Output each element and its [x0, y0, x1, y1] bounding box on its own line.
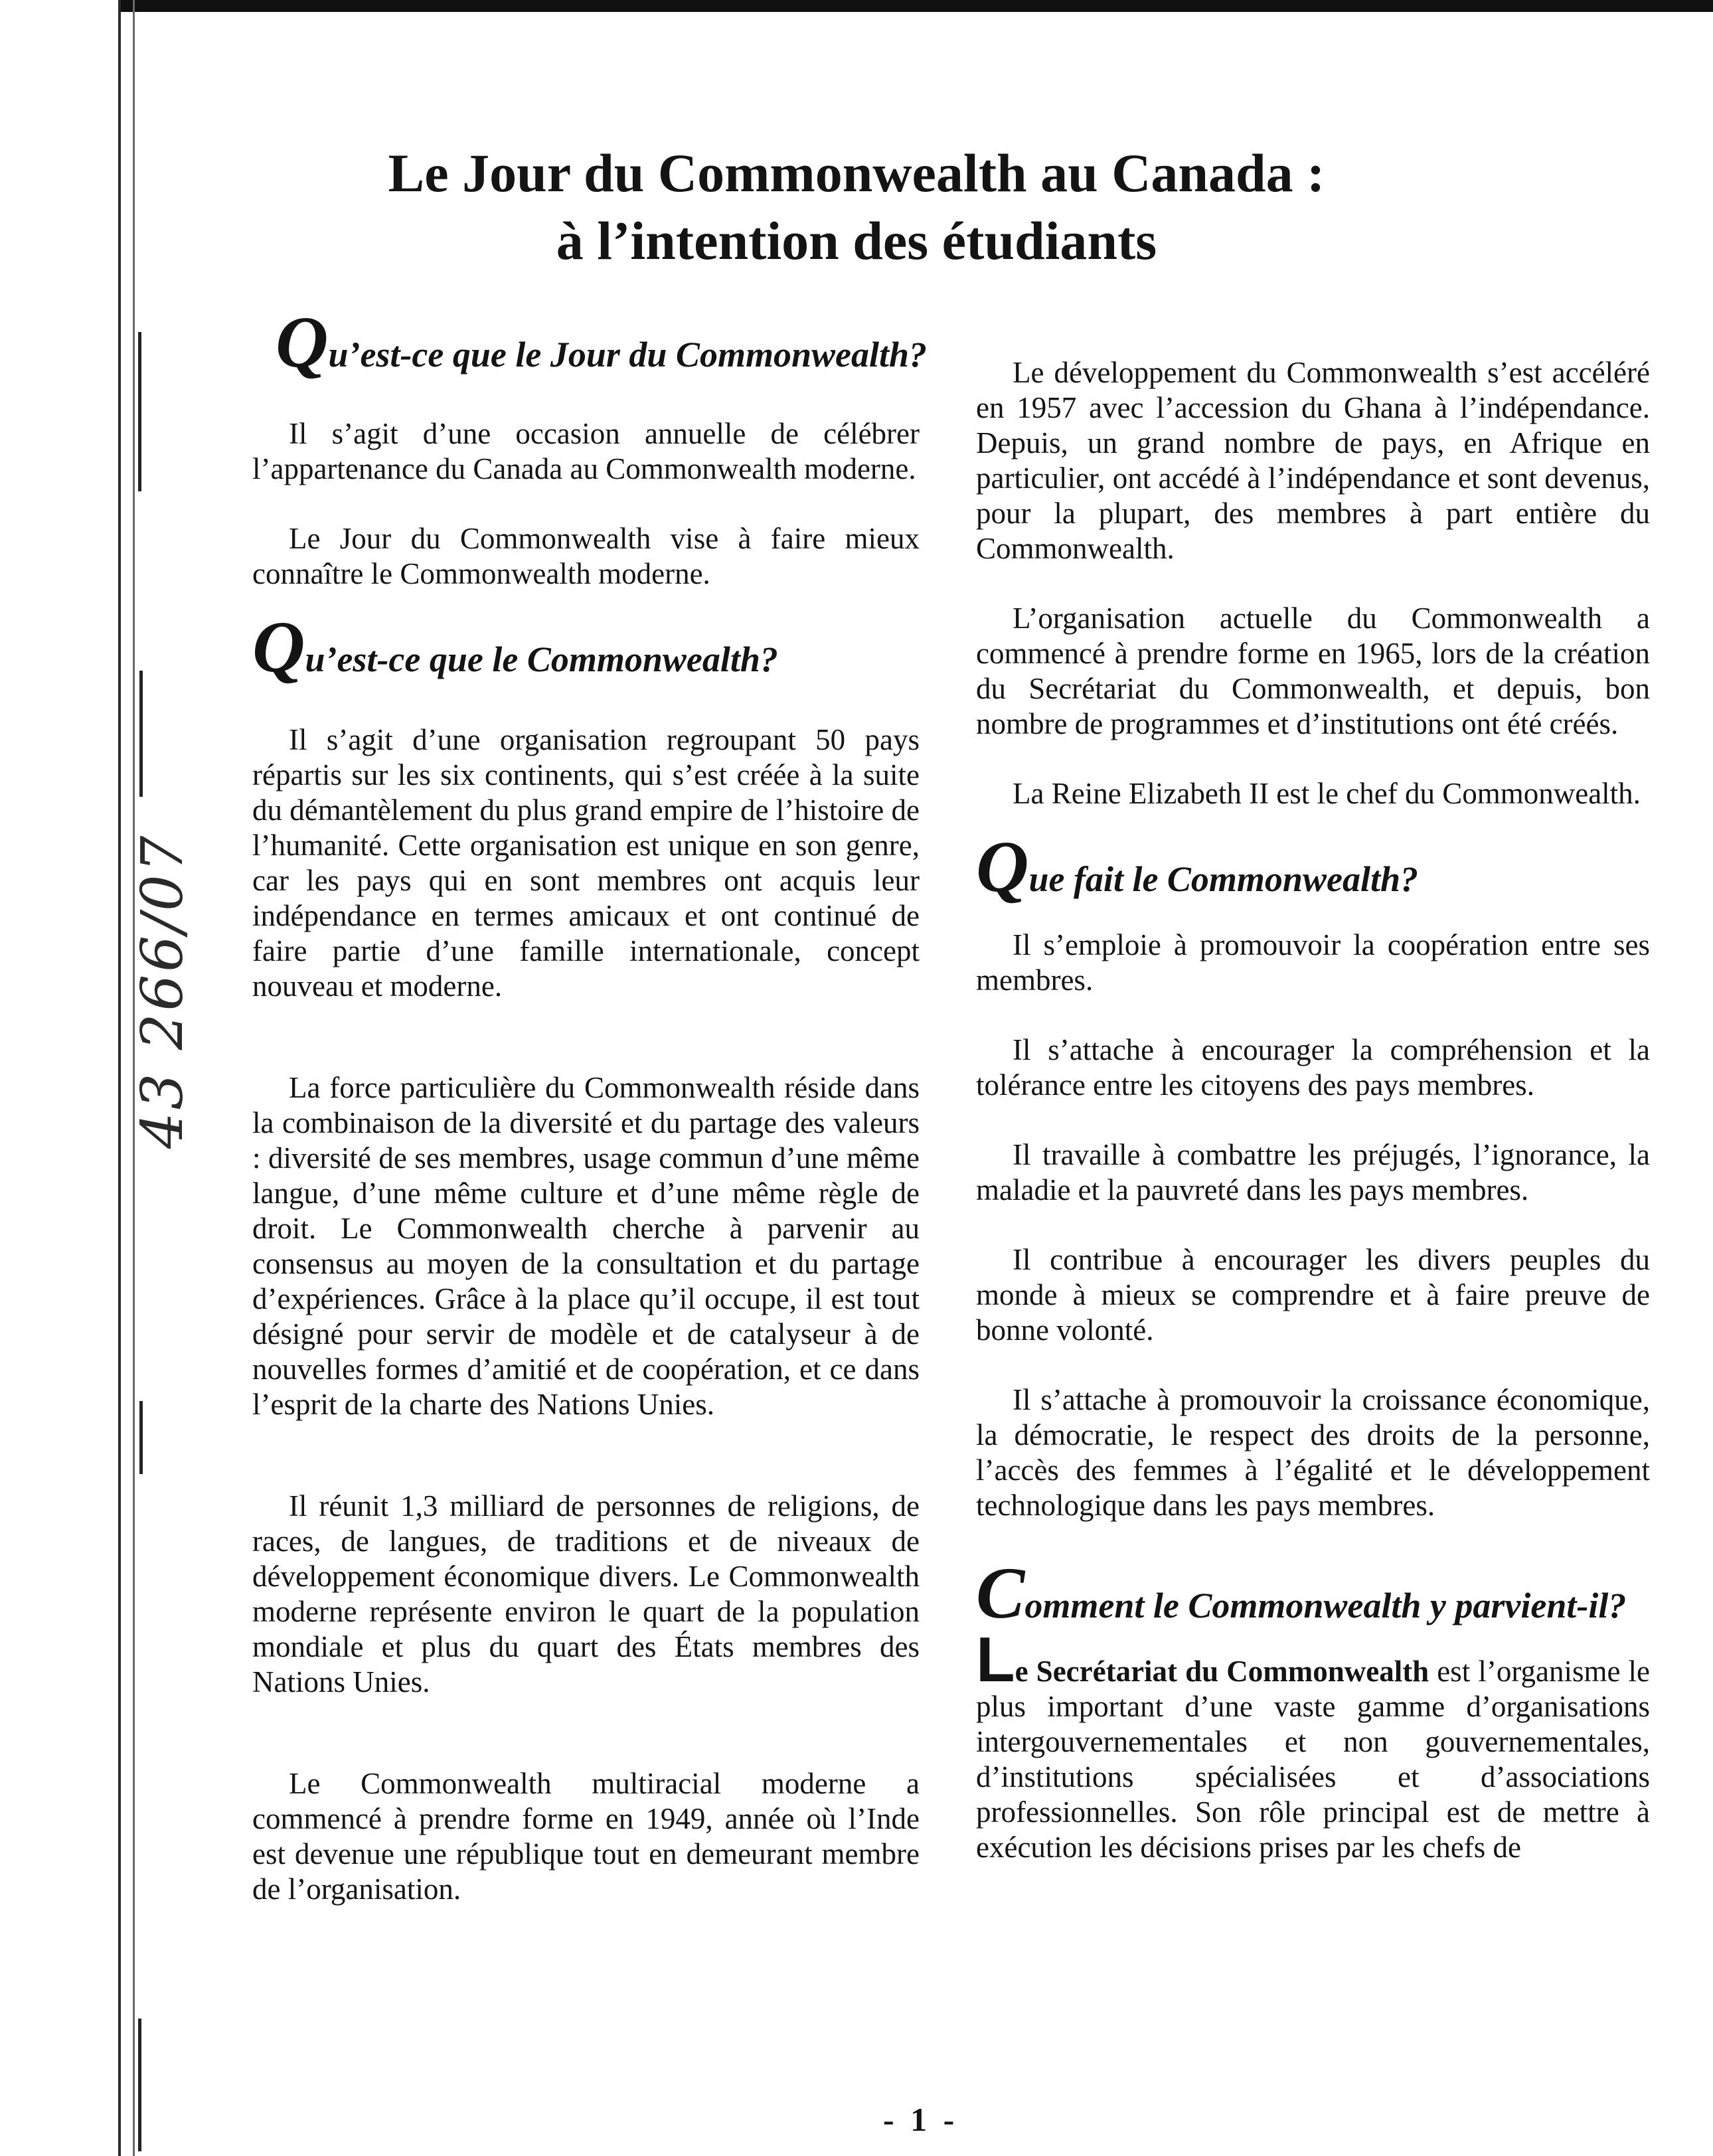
right-column — [976, 355, 1650, 1865]
heading-what-does-commonwealth-do — [976, 826, 1650, 909]
paragraph: Il travaille à combattre les préjugés, l’ignorance, la maladie et la pauvreté dans les pays membres. — [976, 1138, 1650, 1206]
scan-mark — [139, 671, 143, 797]
paragraph-drop-cap: L — [976, 1624, 1015, 1695]
handwritten-note: 43 266/07 — [129, 833, 196, 1149]
scan-mark — [138, 332, 141, 491]
heading-text: ue fait le Commonwealth? — [1028, 859, 1418, 899]
paragraph — [976, 1624, 1651, 1865]
heading-text: u’est-ce que le Commonwealth? — [305, 639, 778, 679]
document-title — [266, 139, 1447, 275]
paragraph: Il s’emploie à promouvoir la coopération entre ses membres. — [976, 928, 1650, 997]
paragraph: Il réunit 1,3 milliard de personnes de religions, de races, de langues, de traditions et de niveaux de développement économique divers. Le Commonwealth moderne représente environ le quart de la population mondiale et plus du quart des États membres des Nations Unies. — [252, 1489, 920, 1699]
paragraph: Le développement du Commonwealth s’est accéléré en 1957 avec l’accession du Ghana à l’indépendance. Depuis, un grand nombre de pays, en Afrique en particulier, ont accédé à l’indépendance et sont devenus, pour la plupart, des membres à part entière du Commonwealth. — [976, 356, 1650, 565]
heading-drop-cap: Q — [276, 301, 329, 382]
heading-text: omment le Commonwealth y parvient-il? — [1024, 1586, 1627, 1625]
heading-how-does-commonwealth-achieve — [976, 1552, 1650, 1635]
title-line-1: Le Jour du Commonwealth au Canada : — [388, 143, 1325, 203]
heading-what-is-commonwealth — [252, 606, 920, 689]
paragraph: L’organisation actuelle du Commonwealth a commencé à prendre forme en 1965, lors de la création du Secrétariat du Commonwealth, et depuis, bon nombre de programmes et d’institutions ont été créés. — [976, 602, 1650, 740]
paragraph: Le Commonwealth multiracial moderne a commencé à prendre forme en 1949, année où l’Inde est devenue une république tout en demeurant membre de l’organisation. — [252, 1767, 920, 1906]
heading-drop-cap: Q — [252, 606, 305, 687]
bold-phrase: e Secrétariat du Commonwealth — [1015, 1655, 1429, 1688]
paragraph: Il s’agit d’une organisation regroupant 50 pays répartis sur les six continents, qui s’est créée à la suite du démantèlement du plus grand empire de l’histoire de l’humanité. Cette organisation est unique en son genre, car les pays qui en sont membres ont acquis leur indépendance en termes amicaux et ont continué de faire partie d’une famille internationale, concept nouveau et moderne. — [252, 723, 920, 1003]
paragraph: La force particulière du Commonwealth réside dans la combinaison de la diversité et du partage des valeurs : diversité de ses membres, usage commun d’une même langue, d’une même culture et d’une même règle de droit. Le Commonwealth cherche à parvenir au consensus au moyen de la consultation et du partage d’expériences. Grâce à la place qu’il occupe, il est tout désigné pour servir de modèle et de catalyseur à de nouvelles formes d’amitié et de coopération, et ce dans l’esprit de la charte des Nations Unies. — [252, 1071, 920, 1421]
scan-mark — [139, 1401, 143, 1474]
heading-drop-cap: Q — [976, 826, 1029, 907]
paragraph: Il s’attache à encourager la compréhension et la tolérance entre les citoyens des pays membres. — [976, 1033, 1650, 1102]
left-column — [252, 301, 927, 1907]
heading-text: u’est-ce que le Jour du Commonwealth? — [328, 335, 927, 374]
paragraph: La Reine Elizabeth II est le chef du Commonwealth. — [1013, 777, 1641, 810]
paragraph: Le Jour du Commonwealth vise à faire mieux connaître le Commonwealth moderne. — [252, 522, 920, 590]
scan-top-border — [120, 0, 1713, 12]
heading-drop-cap: C — [976, 1552, 1025, 1633]
scan-left-edge — [118, 0, 121, 2156]
title-line-2: à l’intention des étudiants — [556, 210, 1157, 271]
scan-mark — [138, 2019, 141, 2151]
paragraph: Il s’attache à promouvoir la croissance économique, la démocratie, le respect des droits de la personne, l’accès des femmes à l’égalité et le développement technologique dans les pays membres. — [976, 1383, 1650, 1522]
heading-what-is-commonwealth-day — [276, 301, 927, 384]
paragraph: Il contribue à encourager les divers peuples du monde à mieux se comprendre et à faire preuve de bonne volonté. — [976, 1243, 1650, 1347]
page-number: - 1 - — [883, 2101, 959, 2138]
paragraph: Il s’agit d’une occasion annuelle de célébrer l’appartenance du Canada au Commonwealth moderne. — [252, 417, 920, 485]
paragraph-text: est l’organisme le plus important d’une vaste gamme d’organisations intergouvernementales et non gouvernementales, d’institutions spécialisées et d’associations professionnelles. Son rôle principal est de mettre à exécution les décisions prises par les chefs de — [976, 1655, 1651, 1864]
